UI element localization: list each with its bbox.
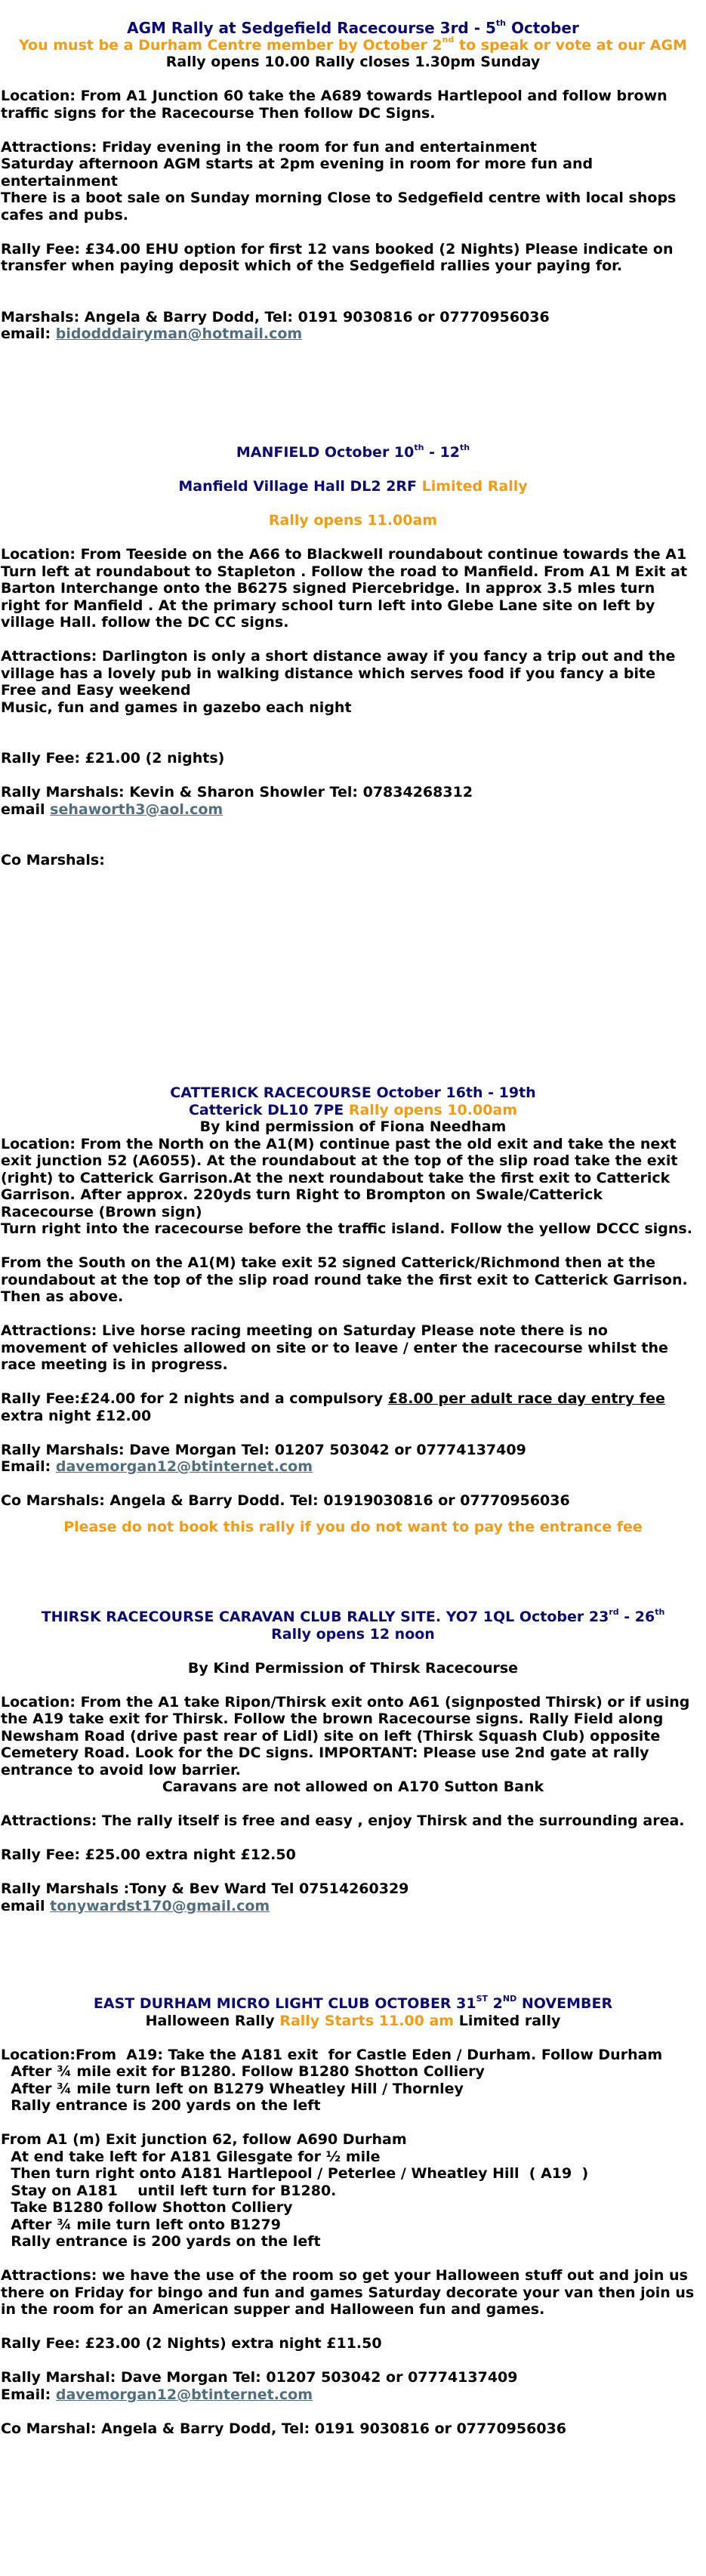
attractions-text: Attractions: Live horse racing meeting on Saturday Please note there is no: [1, 1322, 608, 1339]
rally-fee: extra night £12.00: [1, 1407, 152, 1424]
email-link[interactable]: davemorgan12@btinternet.com: [55, 2386, 313, 2403]
rally-opening-times: Rally opens 11.00am: [268, 512, 438, 529]
location-text: Newsham Road (drive past rear of Lidl) site on left (Thirsk Squash Club) opposite: [1, 1727, 661, 1745]
rally-subtitle: Halloween Rally Rally Starts 11.00 am Limited rally: [145, 2012, 561, 2029]
location-text: village Hall. follow the DC CC signs.: [1, 614, 289, 631]
rally-thirsk: [0, 1606, 706, 1914]
location-text: right for Manfield . At the primary school turn left into Glebe Lane site on left by: [1, 597, 655, 614]
location-text: From A1 (m) Exit junction 62, follow A690 Durham: [1, 2131, 407, 2148]
marshals-contact: Rally Marshals :Tony & Bev Ward Tel 07514260329: [1, 1880, 409, 1897]
attractions-text: Saturday afternoon AGM starts at 2pm evening in room for more fun and: [1, 156, 593, 172]
attractions-text: Attractions: Darlington is only a short distance away if you fancy a trip out and the: [1, 648, 676, 665]
attractions-text: Music, fun and games in gazebo each night: [1, 699, 352, 716]
email-line: Email: davemorgan12@btinternet.com: [1, 1458, 313, 1475]
marshals-contact: Rally Marshal: Dave Morgan Tel: 01207 503042 or 07774137409: [1, 2369, 518, 2386]
location-text: (right) to Catterick Garrison.At the next roundabout take the first exit to Catterick: [1, 1169, 671, 1186]
location-text: entrance to avoid low barrier.: [1, 1761, 241, 1779]
attractions-text: village has a lovely pub in walking distance which serves food if you fancy a bite: [1, 665, 656, 682]
attractions-text: Free and Easy weekend: [1, 682, 191, 699]
email-link[interactable]: bidodddairyman@hotmail.com: [55, 325, 303, 342]
email-link[interactable]: tonywardst170@gmail.com: [50, 1897, 270, 1914]
rally-catterick: [0, 1084, 706, 1535]
location-text: Racecourse (Brown sign): [1, 1203, 202, 1220]
location-text: Then as above.: [1, 1288, 124, 1305]
location-text: Location: From the A1 take Ripon/Thirsk exit onto A61 (signposted Thirsk) or if using: [1, 1693, 690, 1711]
email-line: email: bidodddairyman@hotmail.com: [1, 325, 303, 342]
attractions-text: Attractions: we have the use of the room so get your Halloween stuff out and join us: [1, 2267, 688, 2284]
rally-fee: Rally Fee: £23.00 (2 Nights) extra night £11.50: [1, 2335, 382, 2352]
rally-title: EAST DURHAM MICRO LIGHT CLUB OCTOBER 31ST 2ND NOVEMBER: [93, 1993, 613, 2012]
location-text: Barton Interchange onto the B6275 signed Piercebridge. In approx 3.5 mles turn: [1, 580, 655, 597]
email-link[interactable]: sehaworth3@aol.com: [50, 801, 224, 818]
email-line: email sehaworth3@aol.com: [1, 801, 224, 818]
rally-title: CATTERICK RACECOURSE October 16th - 19th: [170, 1084, 536, 1101]
location-text: Rally entrance is 200 yards on the left: [1, 2097, 321, 2114]
attractions-text: in the room for an American supper and Halloween fun and games.: [1, 2301, 545, 2318]
location-text: Stay on A181 until left turn for B1280.: [1, 2182, 337, 2199]
rally-manfield: [0, 444, 706, 869]
location-text: Rally entrance is 200 yards on the left: [1, 2233, 321, 2250]
entrance-fee-warning: Please do not book this rally if you do not want to pay the entrance fee: [63, 1518, 643, 1535]
rally-opening-times: Rally opens 12 noon: [271, 1625, 435, 1643]
location-text: From the South on the A1(M) take exit 52 signed Catterick/Richmond then at the: [1, 1254, 656, 1271]
rally-fee: Rally Fee:£24.00 for 2 nights and a compulsory £8.00 per adult race day entry fee: [1, 1390, 665, 1407]
location-text: Location: From the North on the A1(M) continue past the old exit and take the next: [1, 1135, 677, 1152]
co-marshals: Co Marshals:: [1, 852, 105, 868]
location-text: After ¾ mile turn left on B1279 Wheatley Hill / Thornley: [1, 2080, 464, 2097]
location-warning: Caravans are not allowed on A170 Sutton Bank: [162, 1779, 544, 1795]
attractions-text: movement of vehicles allowed on site or to leave / enter the racecourse whilst the: [1, 1339, 668, 1356]
attractions-text: cafes and pubs.: [1, 206, 128, 224]
location-text: exit junction 52 (A6055). At the roundabout at the top of the slip road take the exit: [1, 1152, 678, 1169]
location-text: Take B1280 follow Shotton Colliery: [1, 2199, 293, 2216]
location-text: the A19 take exit for Thirsk. Follow the brown Racecourse signs. Rally Field along: [1, 1711, 664, 1727]
location-text: Location: From A1 Junction 60 take the A689 towards Hartlepool and follow brown: [1, 88, 667, 104]
location-text: Location: From Teeside on the A66 to Blackwell roundabout continue towards the A1: [1, 546, 687, 563]
location-text: Location:From A19: Take the A181 exit for Castle Eden / Durham. Follow Durham: [1, 2046, 663, 2063]
marshals-contact: Marshals: Angela & Barry Dodd, Tel: 0191 9030816 or 07770956036: [1, 308, 550, 325]
membership-notice: You must be a Durham Centre member by October 2nd to speak or vote at our AGM: [19, 35, 687, 54]
rally-title: AGM Rally at Sedgefield Racecourse 3rd - 5th October: [127, 18, 579, 37]
email-line: email tonywardst170@gmail.com: [1, 1897, 270, 1914]
co-marshals: Co Marshal: Angela & Barry Dodd, Tel: 0191 9030816 or 07770956036: [1, 2420, 567, 2437]
attractions-text: entertainment: [1, 172, 118, 190]
location-text: Turn left at roundabout to Stapleton . Follow the road to Manfield. From A1 M Exit at: [1, 563, 688, 580]
rally-east-durham: [0, 1995, 706, 2437]
rally-fee: Rally Fee: £34.00 EHU option for first 12 vans booked (2 Nights) Please indicate on: [1, 240, 674, 258]
co-marshals: Co Marshals: Angela & Barry Dodd. Tel: 01919030816 or 07770956036: [1, 1492, 570, 1509]
rally-title: THIRSK RACECOURSE CARAVAN CLUB RALLY SITE. YO7 1QL October 23rd - 26th: [41, 1606, 665, 1625]
location-text: After ¾ mile turn left onto B1279: [1, 2216, 281, 2233]
location-text: After ¾ mile exit for B1280. Follow B1280 Shotton Colliery: [1, 2063, 485, 2080]
location-text: Then turn right onto A181 Hartlepool / Peterlee / Wheatley Hill ( A19 ): [1, 2165, 589, 2182]
attractions-text: Attractions: The rally itself is free and easy , enjoy Thirsk and the surrounding area.: [1, 1812, 685, 1829]
attractions-text: There is a boot sale on Sunday morning Close to Sedgefield centre with local shops: [1, 190, 677, 206]
marshals-contact: Rally Marshals: Dave Morgan Tel: 01207 503042 or 07774137409: [1, 1441, 526, 1458]
rally-fee: Rally Fee: £25.00 extra night £12.50: [1, 1846, 296, 1863]
rally-fee: Rally Fee: £21.00 (2 nights): [1, 750, 225, 767]
location-text: traffic signs for the Racecourse Then follow DC Signs.: [1, 104, 436, 122]
attractions-text: there on Friday for bingo and fun and games Saturday decorate your van then join us: [1, 2284, 695, 2301]
attractions-text: race meeting is in progress.: [1, 1356, 228, 1373]
rally-permission: By kind permission of Fiona Needham: [199, 1118, 507, 1135]
marshals-contact: Rally Marshals: Kevin & Sharon Showler Tel: 07834268312: [1, 784, 473, 801]
email-line: Email: davemorgan12@btinternet.com: [1, 2386, 313, 2403]
rally-opening-times: Rally opens 10.00 Rally closes 1.30pm Sunday: [165, 54, 541, 70]
email-link[interactable]: davemorgan12@btinternet.com: [55, 1458, 313, 1475]
location-text: Cemetery Road. Look for the DC signs. IMPORTANT: Please use 2nd gate at rally: [1, 1745, 649, 1761]
location-text: roundabout at the top of the slip road round take the first exit to Catterick Garrison.: [1, 1271, 688, 1288]
location-text: At end take left for A181 Gilesgate for ½ mile: [1, 2148, 381, 2165]
rally-sedgefield: [0, 20, 706, 343]
location-text: Turn right into the racecourse before the traffic island. Follow the yellow DCCC signs.: [1, 1220, 692, 1237]
attractions-text: Attractions: Friday evening in the room for fun and entertainment: [1, 138, 537, 156]
rally-permission: By Kind Permission of Thirsk Racecourse: [187, 1659, 519, 1677]
rally-venue: Manfield Village Hall DL2 2RF Limited Rally: [178, 478, 528, 495]
location-text: Garrison. After approx. 220yds turn Right to Brompton on Swale/Catterick: [1, 1186, 603, 1203]
rally-fee: transfer when paying deposit which of the Sedgefield rallies your paying for.: [1, 258, 623, 274]
rally-title: MANFIELD October 10th - 12th: [236, 442, 470, 461]
rally-venue: Catterick DL10 7PE Rally opens 10.00am: [188, 1101, 518, 1118]
